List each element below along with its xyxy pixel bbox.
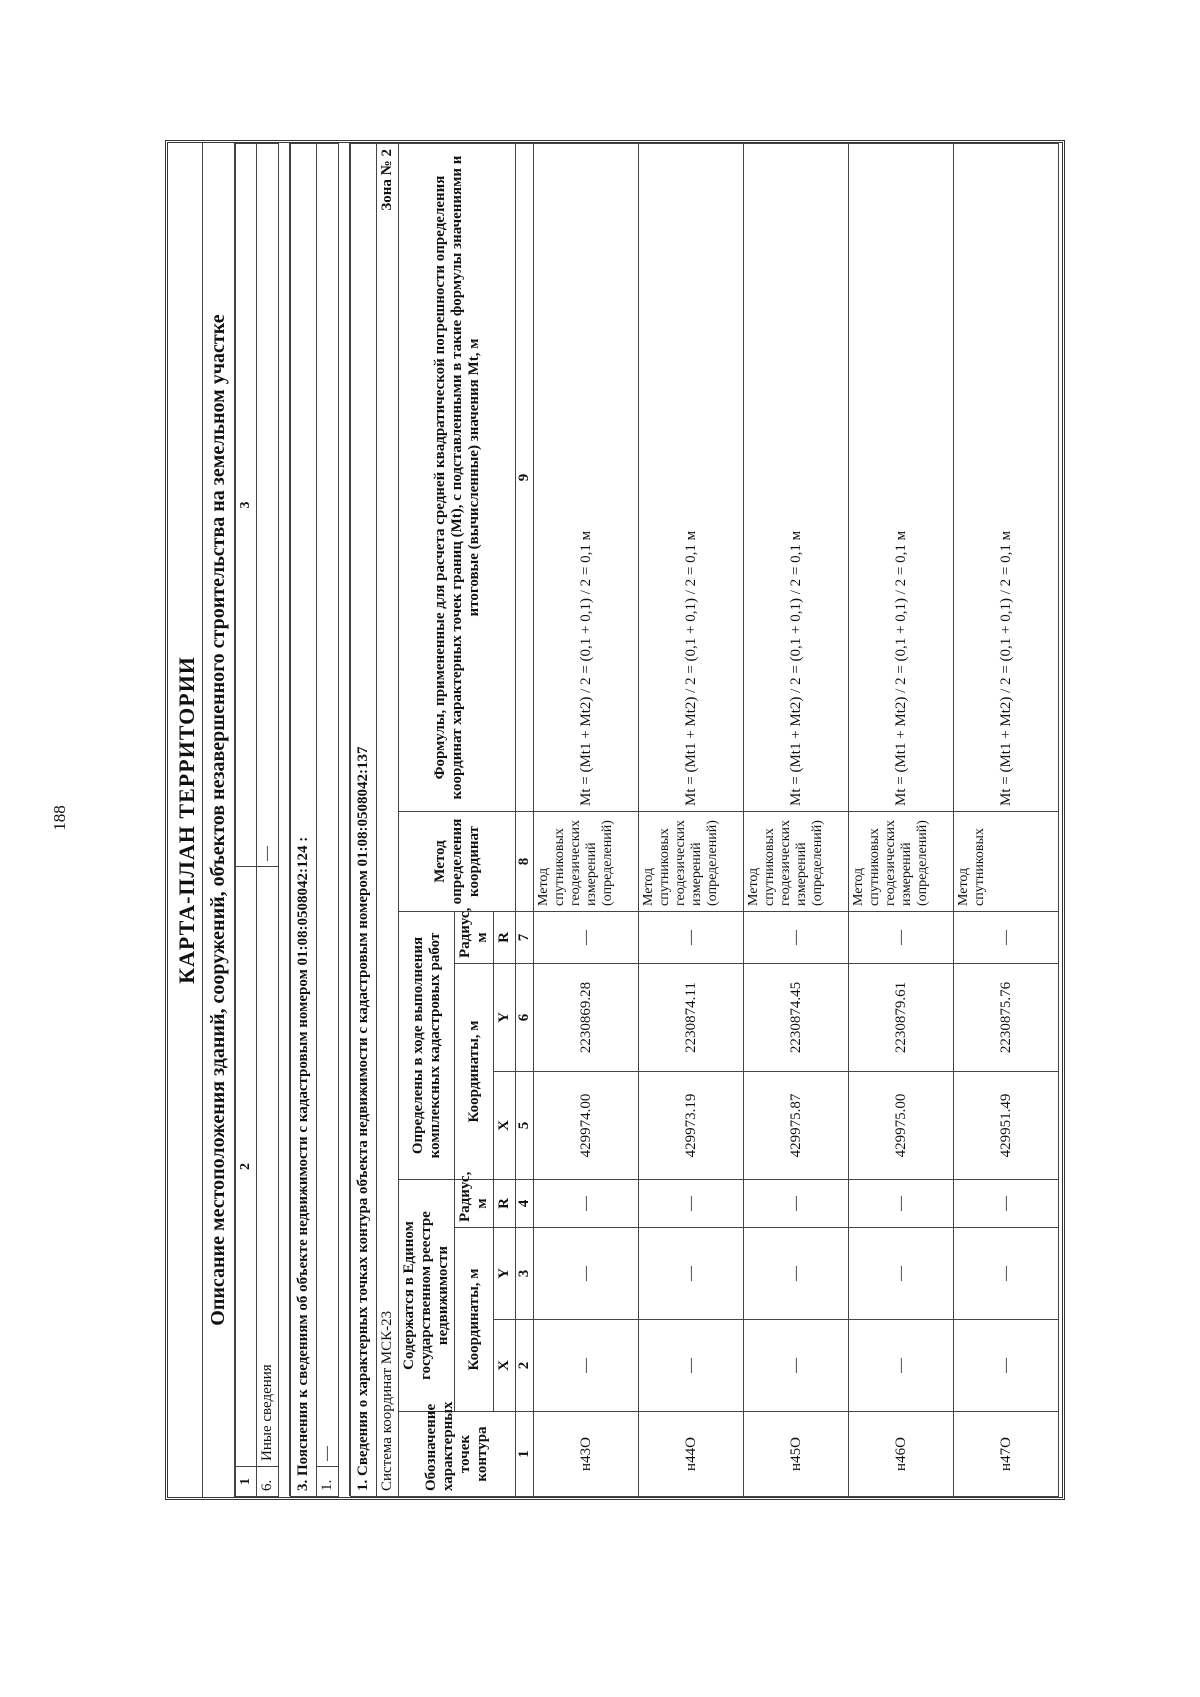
header-r: R xyxy=(494,912,516,964)
header-egrn: Содержатся в Едином государственном реестре недвижимости xyxy=(399,1180,455,1412)
formula: Mt = (Mt1 + Mt2) / 2 = (0,1 + 0,1) / 2 = 0,1 м xyxy=(954,144,1059,812)
header-r: R xyxy=(494,1180,516,1228)
col-number: 6 xyxy=(516,964,534,1072)
column-numbers xyxy=(516,144,534,1497)
table-row xyxy=(639,144,744,1497)
method: Метод спутниковых геодезических измерений (определений) xyxy=(534,812,639,912)
document-subtitle: Описание местоположения зданий, сооружений, объектов незавершенного строительства на земельном участке xyxy=(203,143,235,1497)
point-designation: н47О xyxy=(954,1412,1059,1497)
x-egrn: — xyxy=(534,1320,639,1412)
section1-title: 1. Сведения о характерных точках контура объекта недвижимости с кадастровым номером 01:08:0508042:137 xyxy=(351,144,377,1497)
top-table-col-numbers xyxy=(236,144,257,1497)
r-surveyed: — xyxy=(744,912,849,964)
rotated-page xyxy=(165,140,1065,1500)
page-number: 188 xyxy=(50,805,69,831)
method: Метод спутниковых xyxy=(954,812,1059,912)
method: Метод спутниковых геодезических измерений (определений) xyxy=(744,812,849,912)
formula: Mt = (Mt1 + Mt2) / 2 = (0,1 + 0,1) / 2 = 0,1 м xyxy=(744,144,849,812)
r-egrn: — xyxy=(744,1180,849,1228)
header-x: X xyxy=(494,1072,516,1180)
col-number: 1 xyxy=(236,1467,257,1497)
document-frame xyxy=(165,140,1065,1500)
header-formula: Формулы, примененные для расчета средней квадратической погрешности определения координат характерных точек границ (Mt), с подставленными в такие формулы значениями и итоговые (вычисленные) значения Mt, м xyxy=(399,144,516,812)
y-surveyed: 2230879.61 xyxy=(849,964,954,1072)
x-egrn: — xyxy=(954,1320,1059,1412)
zone-label: Зона № 2 xyxy=(377,144,399,964)
coord-system: Система координат МСК-23 xyxy=(377,964,399,1497)
r-egrn: — xyxy=(639,1180,744,1228)
r-surveyed: — xyxy=(849,912,954,964)
y-surveyed: 2230869.28 xyxy=(534,964,639,1072)
r-surveyed: — xyxy=(639,912,744,964)
col-number: 8 xyxy=(516,812,534,912)
col-number: 1 xyxy=(516,1412,534,1497)
top-table-row xyxy=(257,144,279,1497)
formula: Mt = (Mt1 + Mt2) / 2 = (0,1 + 0,1) / 2 = 0,1 м xyxy=(849,144,954,812)
section3-table xyxy=(290,143,350,1497)
formula: Mt = (Mt1 + Mt2) / 2 = (0,1 + 0,1) / 2 = 0,1 м xyxy=(534,144,639,812)
row-value: — xyxy=(317,144,339,1467)
row-label: Иные сведения xyxy=(257,867,279,1467)
col-number: 7 xyxy=(516,912,534,964)
header-designation: Обозначение характерных точек контура xyxy=(399,1412,516,1497)
table-row xyxy=(954,144,1059,1497)
x-surveyed: 429973.19 xyxy=(639,1072,744,1180)
x-egrn: — xyxy=(639,1320,744,1412)
x-surveyed: 429951.49 xyxy=(954,1072,1059,1180)
r-surveyed: — xyxy=(954,912,1059,964)
y-egrn: — xyxy=(534,1228,639,1320)
x-egrn: — xyxy=(849,1320,954,1412)
method: Метод спутниковых геодезических измерений (определений) xyxy=(849,812,954,912)
header-x: X xyxy=(494,1320,516,1412)
y-egrn: — xyxy=(639,1228,744,1320)
header-y: Y xyxy=(494,1228,516,1320)
document-title: КАРТА-ПЛАН ТЕРРИТОРИИ xyxy=(168,143,203,1497)
y-surveyed: 2230874.11 xyxy=(639,964,744,1072)
y-surveyed: 2230875.76 xyxy=(954,964,1059,1072)
col-number: 4 xyxy=(516,1180,534,1228)
header-surveyed: Определены в ходе выполнения комплексных кадастровых работ xyxy=(399,912,455,1180)
section3-row xyxy=(317,144,339,1497)
row-number: 6. xyxy=(257,1467,279,1497)
r-egrn: — xyxy=(849,1180,954,1228)
x-surveyed: 429974.00 xyxy=(534,1072,639,1180)
points-table xyxy=(350,143,1059,1497)
r-surveyed: — xyxy=(534,912,639,964)
header-coords-egrn: Координаты, м xyxy=(455,1228,494,1412)
header-coords-surveyed: Координаты, м xyxy=(455,964,494,1180)
r-egrn: — xyxy=(954,1180,1059,1228)
col-number: 3 xyxy=(516,1228,534,1320)
row-number: 1. xyxy=(317,1467,339,1497)
y-surveyed: 2230874.45 xyxy=(744,964,849,1072)
header-y: Y xyxy=(494,964,516,1072)
point-designation: н45О xyxy=(744,1412,849,1497)
col-number: 9 xyxy=(516,144,534,812)
col-number: 3 xyxy=(236,144,257,867)
table-row xyxy=(534,144,639,1497)
r-egrn: — xyxy=(534,1180,639,1228)
table-row xyxy=(849,144,954,1497)
x-egrn: — xyxy=(744,1320,849,1412)
x-surveyed: 429975.00 xyxy=(849,1072,954,1180)
point-designation: н43О xyxy=(534,1412,639,1497)
section3-title: 3. Пояснения к сведениям об объекте недвижимости с кадастровым номером 01:08:0508042:124 : xyxy=(291,144,317,1497)
method: Метод спутниковых геодезических измерений (определений) xyxy=(639,812,744,912)
point-designation: н44О xyxy=(639,1412,744,1497)
y-egrn: — xyxy=(849,1228,954,1320)
top-table xyxy=(235,143,290,1497)
row-value: — xyxy=(257,144,279,867)
col-number: 2 xyxy=(516,1320,534,1412)
col-number: 2 xyxy=(236,867,257,1467)
point-designation: н46О xyxy=(849,1412,954,1497)
table-row xyxy=(744,144,849,1497)
y-egrn: — xyxy=(954,1228,1059,1320)
y-egrn: — xyxy=(744,1228,849,1320)
header-radius-surveyed: Радиус, м xyxy=(455,912,494,964)
x-surveyed: 429975.87 xyxy=(744,1072,849,1180)
formula: Mt = (Mt1 + Mt2) / 2 = (0,1 + 0,1) / 2 = 0,1 м xyxy=(639,144,744,812)
header-radius-egrn: Радиус, м xyxy=(455,1180,494,1228)
col-number: 5 xyxy=(516,1072,534,1180)
header-method: Метод определения координат xyxy=(399,812,516,912)
